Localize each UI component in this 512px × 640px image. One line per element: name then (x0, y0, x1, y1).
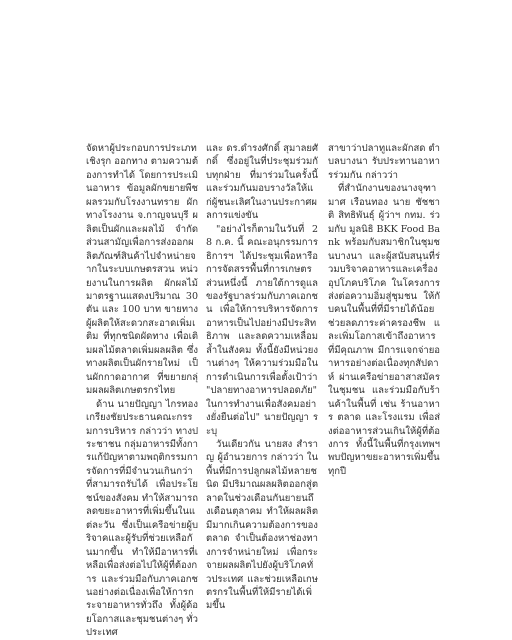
column-2-paragraph-2: "อย่างไรก็ตามในวันที่ 28 ก.ค. นี้ คณะอนุกรรมการธิการฯ ได้ประชุมเพื่อหารือการจัดสรรพื้นที่การเกษตร ส่วนหนึ่งนี้ ภายใต้การดูแลของรัฐบาลร่วมกับภาคเอกชน เพื่อให้การบริหารจัดการอาหารเป็นไปอย่างมีประสิทธิภาพ และลดความเหลื่อมล้ำในสังคม ทั้งนี้ยังมีหน่วยงานต่างๆ ให้ความร่วมมือในการดำเนินการเพื่อตั้งเป้าว่า "ปลายทางอาหารปลอดภัย" ในการทำงานเพื่อสังคมอย่างยั่งยืนต่อไป" นายปัญญา ระบุ (206, 223, 318, 437)
article-column-3 (328, 142, 440, 477)
article-column-2 (206, 142, 318, 612)
column-3-paragraph-1: สาขาว่าปลาทูและผักสด ตำบลบางนา รับประทานอาหารร่วมกัน กล่าวว่า (328, 143, 440, 181)
column-1-paragraph-2: ด้าน นายปัญญา ไกรทองเกรียงชัยประธานคณะกรรมการบริหาร กล่าวว่า ทางประชาชน กลุ่มอาหารมีทั้งการแก้ปัญหาตามพฤติกรรมการจัดการที่มีจำนวนเกินกว่าที่สามารถรับได้ เพื่อประโยชน์ของสังคม ทำให้สามารถลดขยะอาหารที่เพิ่มขึ้นในแต่ละวัน ซึ่งเป็นเครือข่ายผู้บริจาคและผู้รับที่ช่วยเหลือกันมากขึ้น ทำให้มีอาหารที่เหลือเพื่อส่งต่อไปให้ผู้ที่ต้องการ และร่วมมือกับภาคเอกชนอย่างต่อเนื่องเพื่อให้การกระจายอาหารทั่วถึง ทั้งผู้ด้อยโอกาสและชุมชนต่างๆ ทั่วประเทศ (86, 398, 198, 639)
column-3-paragraph-2: ที่สำนักงานของนางจุฑามาศ เรือนทอง นาย ชัชชาติ สิทธิพันธุ์ ผู้ว่าฯ กทม. ร่วมกับ มูลนิธิ BKK Food Bank พร้อมกับสมาชิกในชุมชนบางนา และผู้สนับสนุนที่ร่วมบริจาคอาหารและเครื่องอุปโภคบริโภค ในโครงการส่งต่อความอิ่มสู่ชุมชน ให้กับคนในพื้นที่ที่มีรายได้น้อย ช่วยลดภาระค่าครองชีพ และเพิ่มโอกาสเข้าถึงอาหารที่มีคุณภาพ มีการแจกจ่ายอาหารอย่างต่อเนื่องทุกสัปดาห์ ผ่านเครือข่ายอาสาสมัครในชุมชน และร่วมมือกับร้านค้าในพื้นที่ เช่น ร้านอาหาร ตลาด และโรงแรม เพื่อส่งต่ออาหารส่วนเกินให้ผู้ที่ต้องการ ทั้งนี้ในพื้นที่กรุงเทพฯ พบปัญหาขยะอาหารเพิ่มขึ้นทุกปี (328, 183, 440, 477)
column-2-paragraph-3: วันเดียวกัน นายสง สำราญ ผู้อำนวยการ กล่าวว่า ในพื้นที่มีการปลูกผลไม้หลายชนิด มีปริมาณผลผลิตออกสู่ตลาดในช่วงเดือนกันยายนถึงเดือนตุลาคม ทำให้ผลผลิตมีมากเกินความต้องการของตลาด จำเป็นต้องหาช่องทางการจำหน่ายใหม่ เพื่อกระจายผลผลิตไปยังผู้บริโภคทั่วประเทศ และช่วยเหลือเกษตรกรในพื้นที่ให้มีรายได้เพิ่มขึ้น (206, 438, 318, 612)
column-2-paragraph-1: และ ดร.ดำรงศักดิ์ สุมาลยศักดิ์ ซึ่งอยู่ในที่ประชุมร่วมกับทุกฝ่าย ที่มาร่วมในครั้งนี้ และร่วมกันมอบรางวัลให้แก่ผู้ชนะเลิศในงานประกาศผลการแข่งขัน (206, 143, 318, 222)
column-1-paragraph-1: จัดหาผู้ประกอบการประเภทเชิงรุก ออกทาง ตามความต้องการทำได้ โดยการประเมินอาหาร ข้อมูลผักขยายพืชผลรวมกับโรงงานทราย ผักทางโรงงาน จ.กาญจนบุรี ผลิตเป็นผักและผลไม้ จำกัด ส่วนสามัญเพื่อการส่งออกผลิตภัณฑ์สินค้าไปจำหน่ายจากในระบบเกษตรสวน หน่วยงานในการผลิต ผักผลไม้ มาตรฐานแสดงปริมาณ 30 ตัน และ 100 บาท ขายทางผู้ผลิตให้สะดวกสะอาดเพิ่มเติม ที่ทุกชนิดผัดทาง เพื่อเติมผลไม้ตลาดเพิ่มผลผลิต ซึ่งทางผลิตเป็นผักรายใหม่ เป็นผักกาดอากาศ ที่ขยายกลุ่มผลผลิตเกษตรกรไทย (86, 143, 198, 397)
article-column-1 (86, 142, 198, 639)
